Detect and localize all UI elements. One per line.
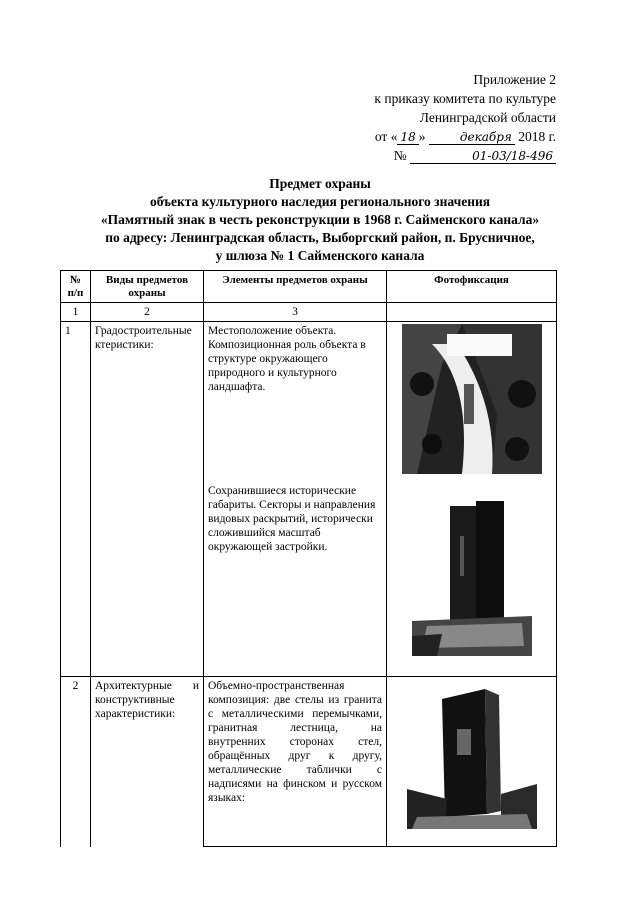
row-kind: Градостроительные ктеристики: bbox=[91, 322, 204, 677]
appendix-title: Приложение 2 bbox=[473, 72, 556, 87]
table-row bbox=[61, 677, 557, 847]
index-cell-1: 1 bbox=[61, 303, 91, 322]
table-header-row bbox=[61, 271, 557, 303]
appendix-date bbox=[374, 127, 556, 146]
row-kind: Архитектурные и конструктивные характеристики: bbox=[91, 677, 204, 847]
protection-table bbox=[60, 270, 557, 847]
row-elements bbox=[204, 322, 387, 677]
number-value: 01-03/18-496 bbox=[410, 149, 556, 164]
header-photo: Фотофиксация bbox=[387, 271, 557, 303]
title-line-1: Предмет охраны bbox=[269, 176, 371, 191]
element-text-1: Объемно-пространственная композиция: две стелы из гранита с металлическими перемычками, гранитная лестница, на внутренних сторонах стел, обращённых друг к другу, металлические таблички с надписями на финском и русском языках: bbox=[208, 680, 382, 804]
header-kinds: Виды предметов охраны bbox=[91, 271, 204, 303]
title-line-5: у шлюза № 1 Сайменского канала bbox=[215, 248, 425, 263]
title-line-4: по адресу: Ленинградская область, Выборгский район, п. Брусничное, bbox=[105, 230, 535, 245]
number-prefix: № bbox=[393, 148, 407, 163]
document-title bbox=[60, 175, 580, 265]
row-photos bbox=[387, 677, 557, 847]
header-elements: Элементы предметов охраны bbox=[204, 271, 387, 303]
date-mid: » bbox=[418, 129, 426, 144]
stela-closeup-photo bbox=[407, 689, 537, 829]
date-month: декабря bbox=[429, 130, 515, 145]
appendix-number bbox=[374, 146, 556, 165]
row-photos bbox=[387, 322, 557, 677]
appendix-order-ref: к приказу комитета по культуре bbox=[374, 91, 556, 106]
element-text-2: Сохранившиеся исторические габариты. Секторы и направления видовых раскрытий, исторически сложившийся масштаб окружающей застройки. bbox=[208, 485, 376, 553]
title-line-2: объекта культурного наследия регионального значения bbox=[149, 194, 491, 209]
header-num: № п/п bbox=[61, 271, 91, 303]
row-number: 1 bbox=[61, 322, 91, 677]
stelae-photo bbox=[412, 496, 532, 656]
title-line-3: «Памятный знак в честь реконструкции в 1968 г. Сайменского канала» bbox=[100, 212, 540, 227]
row-elements bbox=[204, 677, 387, 847]
date-year: 2018 г. bbox=[518, 129, 556, 144]
index-cell-2: 2 bbox=[91, 303, 204, 322]
date-prefix: от « bbox=[374, 129, 398, 144]
table-index-row bbox=[61, 303, 557, 322]
aerial-photo bbox=[402, 324, 542, 474]
element-text-1: Местоположение объекта. Композиционная роль объекта в структуре окружающего природного и культурного ландшафта. bbox=[208, 325, 366, 393]
date-day: 18 bbox=[397, 130, 418, 145]
appendix-header bbox=[374, 70, 556, 165]
index-cell-4 bbox=[387, 303, 557, 322]
index-cell-3: 3 bbox=[204, 303, 387, 322]
row-number: 2 bbox=[61, 677, 91, 847]
table-row bbox=[61, 322, 557, 677]
appendix-region: Ленинградской области bbox=[419, 110, 556, 125]
